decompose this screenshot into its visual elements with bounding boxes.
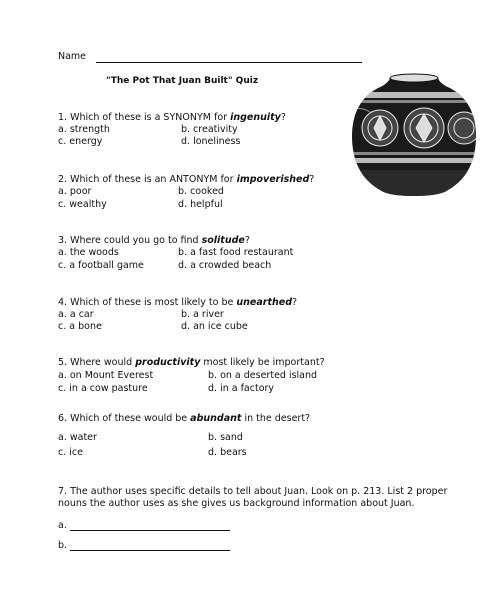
question-5: 5. Where would productivity most likely be important? [58,357,325,368]
question-2: 2. Which of these is an ANTONYM for impoverished? [58,174,315,185]
q4-option-d[interactable]: d. an ice cube [181,321,248,332]
answer-a-label: a. [58,520,67,531]
question-4: 4. Which of these is most likely to be unearthed? [58,297,298,308]
q6-option-c[interactable]: c. ice [58,447,83,458]
q2-option-b[interactable]: b. cooked [178,186,224,197]
q6-option-d[interactable]: d. bears [208,447,247,458]
q3-option-b[interactable]: b. a fast food restaurant [178,247,294,258]
q4-option-b[interactable]: b. a river [181,309,224,320]
question-3: 3. Where could you go to find solitude? [58,235,250,246]
question-7-line-2: nouns the author uses as she gives us background information about Juan. [58,498,415,509]
q5-option-c[interactable]: c. in a cow pasture [58,383,148,394]
q1-option-c[interactable]: c. energy [58,136,103,147]
q5-option-a[interactable]: a. on Mount Everest [58,370,154,381]
q2-option-d[interactable]: d. helpful [178,199,223,210]
q3-option-d[interactable]: d. a crowded beach [178,260,272,271]
quiz-title: "The Pot That Juan Built" Quiz [106,76,259,86]
q6-option-a[interactable]: a. water [58,432,97,443]
q1-option-b[interactable]: b. creativity [181,124,238,135]
question-7-line-1: 7. The author uses specific details to tell about Juan. Look on p. 213. List 2 proper [58,486,448,497]
q2-option-a[interactable]: a. poor [58,186,92,197]
q5-option-d[interactable]: d. in a factory [208,383,275,394]
answer-a-line[interactable] [70,530,230,531]
q2-option-c[interactable]: c. wealthy [58,199,107,210]
q3-option-c[interactable]: c. a football game [58,260,144,271]
q5-option-b[interactable]: b. on a deserted island [208,370,318,381]
q3-option-a[interactable]: a. the woods [58,247,119,258]
name-field-line[interactable] [96,62,362,63]
pot-image [350,70,478,200]
question-1: 1. Which of these is a SYNONYM for ingenuity? [58,112,286,123]
q4-option-a[interactable]: a. a car [58,309,94,320]
question-6: 6. Which of these would be abundant in the desert? [58,413,311,424]
answer-b-line[interactable] [70,550,230,551]
q1-option-a[interactable]: a. strength [58,124,110,135]
answer-b-label: b. [58,540,68,551]
name-label: Name [58,51,87,62]
q6-option-b[interactable]: b. sand [208,432,243,443]
q1-option-d[interactable]: d. loneliness [181,136,241,147]
q4-option-c[interactable]: c. a bone [58,321,102,332]
